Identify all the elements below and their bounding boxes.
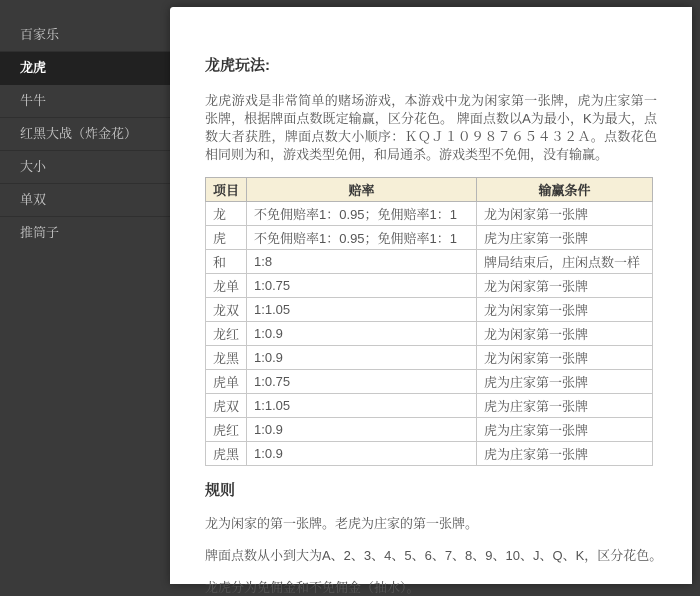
- cell-odds: 1:0.9: [247, 418, 477, 442]
- sidebar-item-6[interactable]: 推筒子: [20, 225, 60, 240]
- cell-odds: 1:8: [247, 250, 477, 274]
- cell-condition: 龙为闲家第一张牌: [477, 298, 653, 322]
- cell-odds: 不免佣赔率1：0.95；免佣赔率1：1: [247, 202, 477, 226]
- cell-item: 龙双: [206, 298, 247, 322]
- table-row: [206, 370, 653, 394]
- rule-line: 龙为闲家的第一张牌。老虎为庄家的第一张牌。: [205, 516, 479, 531]
- sidebar-item-0[interactable]: 百家乐: [0, 19, 170, 52]
- cell-condition: 龙为闲家第一张牌: [477, 322, 653, 346]
- cell-item: 龙红: [206, 322, 247, 346]
- cell-condition: 虎为庄家第一张牌: [477, 418, 653, 442]
- rule-line: 牌面点数从小到大为A、2、3、4、5、6、7、8、9、10、J、Q、K，区分花色。: [205, 548, 663, 563]
- sidebar-item-2[interactable]: 牛牛: [0, 85, 170, 118]
- page-title: 龙虎玩法:: [205, 57, 270, 74]
- cell-condition: 牌局结束后，庄闲点数一样: [477, 250, 653, 274]
- table-row: [206, 442, 653, 466]
- table-row: [206, 298, 653, 322]
- rules-title: 规则: [205, 482, 236, 499]
- cell-condition: 虎为庄家第一张牌: [477, 370, 653, 394]
- cell-condition: 虎为庄家第一张牌: [477, 394, 653, 418]
- cell-item: 虎黑: [206, 442, 247, 466]
- intro-paragraph: 龙虎游戏是非常简单的赌场游戏，本游戏中龙为闲家第一张牌，虎为庄家第一张牌，根据牌面点数既定输赢，区分花色。 牌面点数以A为最小，K为最大，点数大者获胜，牌面点数大小顺序：ＫＱＪ１０９８７６５４３２Ａ。点数花色相同则为和，游戏类型免佣，和局通杀。游戏类型不免佣，没有输赢。: [205, 93, 657, 162]
- table-row: [206, 250, 653, 274]
- cell-odds: 1:0.9: [247, 322, 477, 346]
- sidebar-item-4[interactable]: 大小: [0, 151, 170, 184]
- sidebar-item-3[interactable]: 红黑大战（炸金花）: [0, 118, 170, 151]
- cell-item: 虎: [206, 226, 247, 250]
- odds-table: [205, 177, 653, 466]
- cell-condition: 龙为闲家第一张牌: [477, 202, 653, 226]
- cell-item: 虎双: [206, 394, 247, 418]
- game-menu-sidebar: [0, 0, 170, 584]
- cell-condition: 虎为庄家第一张牌: [477, 442, 653, 466]
- cell-item: 虎红: [206, 418, 247, 442]
- cell-odds: 1:0.9: [247, 442, 477, 466]
- cell-condition: 龙为闲家第一张牌: [477, 274, 653, 298]
- rule-line: 龙虎分为免佣金和不免佣金（抽水）。: [205, 580, 420, 595]
- cell-item: 龙: [206, 202, 247, 226]
- table-row: [206, 418, 653, 442]
- cell-item: 龙单: [206, 274, 247, 298]
- cell-odds: 1:1.05: [247, 298, 477, 322]
- table-row: [206, 322, 653, 346]
- table-row: [206, 394, 653, 418]
- cell-item: 和: [206, 250, 247, 274]
- content-panel: [170, 7, 692, 595]
- cell-condition: 龙为闲家第一张牌: [477, 346, 653, 370]
- cell-item: 虎单: [206, 370, 247, 394]
- column-header-odds: 赔率: [247, 178, 477, 202]
- column-header-condition: 输赢条件: [477, 178, 653, 202]
- cell-odds: 1:0.75: [247, 370, 477, 394]
- rules-list: [205, 515, 663, 596]
- table-row: [206, 274, 653, 298]
- cell-odds: 1:0.75: [247, 274, 477, 298]
- column-header-item: 项目: [206, 178, 247, 202]
- cell-odds: 不免佣赔率1：0.95；免佣赔率1：1: [247, 226, 477, 250]
- sidebar-item-5[interactable]: 单双: [0, 184, 170, 217]
- odds-table-header: [206, 178, 653, 202]
- cell-item: 龙黑: [206, 346, 247, 370]
- cell-odds: 1:1.05: [247, 394, 477, 418]
- cell-odds: 1:0.9: [247, 346, 477, 370]
- cell-condition: 虎为庄家第一张牌: [477, 226, 653, 250]
- sidebar-item-longhu-active[interactable]: 龙虎: [0, 52, 170, 85]
- table-row: [206, 226, 653, 250]
- table-row: [206, 346, 653, 370]
- table-row: [206, 202, 653, 226]
